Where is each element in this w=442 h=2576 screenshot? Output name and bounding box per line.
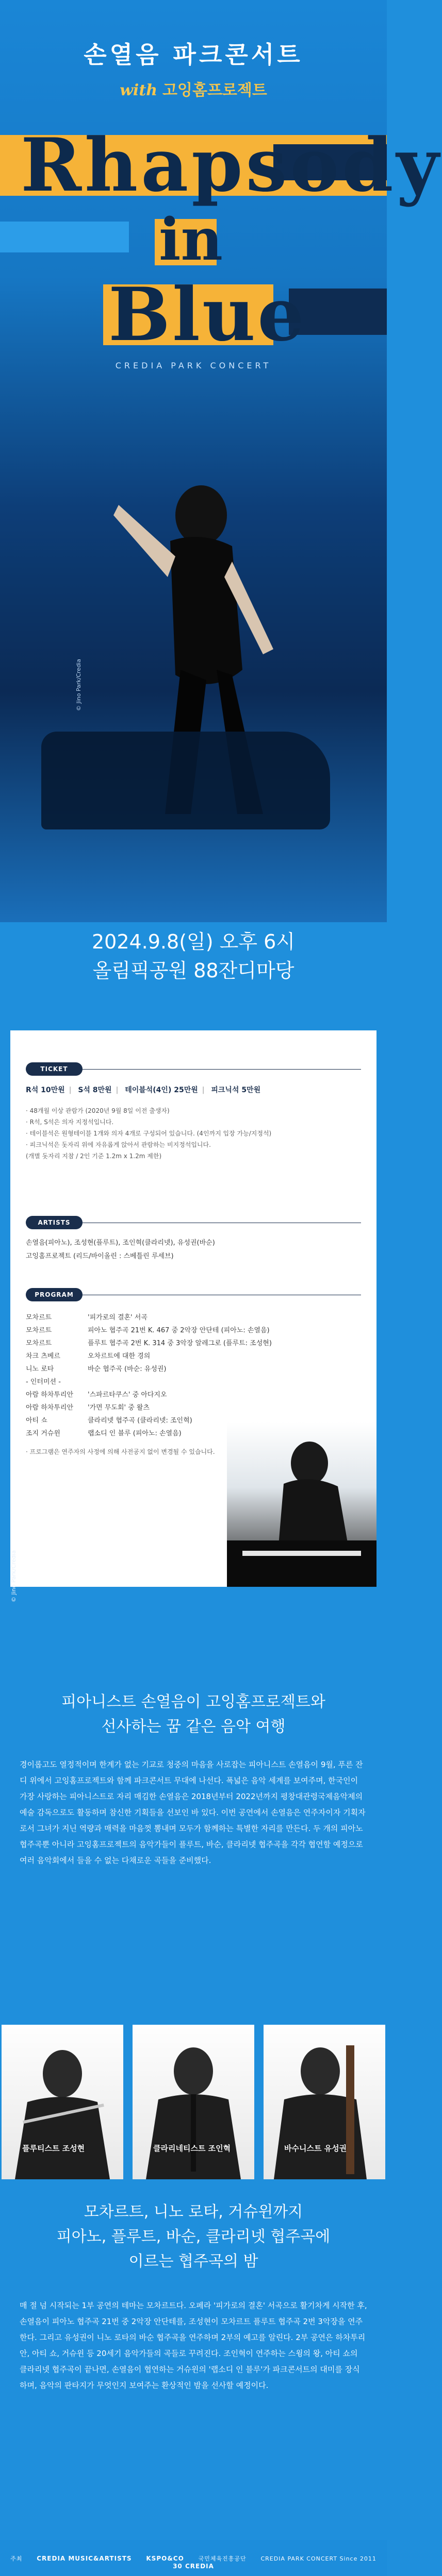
program-row: 아티 쇼 클라리넷 협주곡 (클라리넷: 조인혁) bbox=[26, 1417, 192, 1425]
program-row: 아람 하차투리안 '스파르타쿠스' 중 아다지오 bbox=[26, 1391, 167, 1399]
sponsor-credia: CREDIA MUSIC&ARTISTS bbox=[37, 2555, 132, 2562]
hero-word-rhapsody: Rhapsody bbox=[21, 123, 442, 208]
section1-title: 피아니스트 손열음이 고잉홈프로젝트와 선사하는 꿈 같은 음악 여행 bbox=[61, 1693, 325, 1736]
bassoonist-photo bbox=[264, 2025, 385, 2179]
concert-photo bbox=[227, 1422, 376, 1587]
artist-name-bassoon: 바수니스트 유성권 bbox=[284, 2144, 347, 2153]
hero-word-blue: Blue bbox=[108, 272, 306, 358]
hero-with: with bbox=[120, 81, 157, 99]
program-row: 모차르트 플루트 협주곡 2번 K. 314 중 3악장 알레그로 (플루트: 조성현) bbox=[26, 1340, 272, 1347]
hero-project: 고잉홈프로젝트 bbox=[162, 81, 267, 99]
program-row: 모차르트 '피가로의 결혼' 서곡 bbox=[26, 1314, 148, 1321]
sponsor-logos bbox=[0, 2554, 387, 2570]
hero-title: 손열음 파크콘서트 bbox=[84, 41, 303, 69]
badge-park-concert: CREDIA PARK CONCERT Since 2011 bbox=[260, 2555, 376, 2562]
section2-title: 모차르트, 니노 로타, 거슈윈까지 피아노, 플루트, 바순, 클라리넷 협주곡에 이르는 협주곡의 밤 bbox=[56, 2203, 331, 2270]
ticket-notes: · 48개월 이상 관람가 (2020년 9월 8일 이전 출생자) · R석, S석은 의자 지정석입니다. · 테이블석은 원형테이블 1개와 의자 4개로 구성되어 있습니다. (4인까지 입장 가능/지정석) · 피크닉석은 돗자리 위에 자유롭게 앉아서 관람하는 비지정석입니다. (개별 돗자리 지참 / 2인 기준 1.2m x 1.2m 제한) bbox=[26, 1107, 272, 1160]
program-row: 조지 거슈윈 랩소디 인 블루 (피아노: 손열음) bbox=[26, 1430, 182, 1437]
artist-name-flute: 플루티스트 조성현 bbox=[22, 2144, 85, 2153]
price-r: R석 10만원 bbox=[26, 1086, 65, 1094]
price-picnic: 피크닉석 5만원 bbox=[211, 1086, 261, 1094]
section2-text: 매 절 넘 시작되는 1부 공연의 테마는 모차르트다. 오페라 '피가로의 결혼' 서곡으로 활기차게 시작한 후, 손열음이 피아노 협주곡 21번 중 2악장 안단테를, 조성현이 모차르트 플루트 협주곡 2번 3악장을 연주한다. 그리고 유성권이 니노 로타의 바순 협주곡을 연주하며 2부의 예고를 알린다. 2부 공연은 하차투리안, 아티 쇼, 거슈윈 등 20세기 음악가들의 곡들로 꾸려진다. 조인혁이 연주하는 스윙의 왕, 아티 쇼의 클라리넷 협주곡이 끝나면, 손열음이 협연하는 거슈윈의 '랩소디 인 블루'가 파크콘서트의 대미를 장식하며, 음악의 판타지가 무엇인지 보여주는 환상적인 밤을 선사할 예정이다. bbox=[20, 2301, 367, 2390]
hero-word-in: in bbox=[159, 206, 223, 274]
ticket-label: TICKET bbox=[26, 1062, 83, 1076]
program-row: 차크 츠베르 오차르트에 대한 경의 bbox=[26, 1352, 151, 1360]
badge-30-anniversary: 30 CREDIA bbox=[173, 2563, 214, 2570]
sponsor-kspo-sub: 국민체육진흥공단 bbox=[198, 2555, 247, 2562]
program-row: 아람 하차투리안 '가면 무도회' 중 왈츠 bbox=[26, 1404, 150, 1412]
sponsor-kspo: KSPO&CO bbox=[146, 2555, 184, 2562]
clarinetist-photo bbox=[133, 2025, 254, 2179]
info-box bbox=[10, 1030, 376, 1587]
artists-label: ARTISTS bbox=[26, 1216, 83, 1229]
host-label: 주최 bbox=[10, 2555, 23, 2562]
hero-poster bbox=[0, 0, 442, 922]
artist-card-clarinet bbox=[133, 2025, 254, 2179]
event-venue: 올림픽공원 88잔디마당 bbox=[92, 959, 294, 982]
price-s: S석 8만원 bbox=[78, 1086, 112, 1094]
flutist-photo bbox=[2, 2025, 123, 2179]
program-row: 니노 로타 바순 협주곡 (바순: 유성권) bbox=[26, 1365, 167, 1373]
band-blue-1 bbox=[0, 222, 129, 252]
artist-card-flute bbox=[2, 2025, 123, 2179]
section1-text: 경이롭고도 열정적이며 한계가 없는 기교로 청중의 마음을 사로잡는 피아니스트 손열음이 9월, 푸른 잔디 위에서 고잉홈프로젝트와 함께 파크콘서트 무대에 나선다. 폭넓은 음악 세계를 보여주며, 한국인이 가장 사랑하는 피아니스트로 자리 매김한 손열음은 2018년부터 2022년까지 평창대관령국제음악제의 예술 감독으로도 활동하며 참신한 기획들을 선보인 바 있다. 이번 공연에서 손열음은 연주자이자 기획자로서 그녀가 지닌 역량과 매력을 마음껏 뽐내며 모두가 함께하는 특별한 자리를 만든다. 두 개의 피아노 협주곡뿐 아니라 고잉홈프로젝트의 음악가들이 플루트, 바순, 클라리넷 협주곡을 각각 협연할 예정으로 여러 음악회에서 들을 수 없는 다채로운 곡들을 준비했다. bbox=[20, 1760, 366, 1865]
footer bbox=[0, 2540, 387, 2576]
event-date: 2024.9.8(일) 오후 6시 bbox=[91, 930, 296, 953]
artist-card-bassoon bbox=[264, 2025, 385, 2179]
hero-eyebrow: CREDIA PARK CONCERT bbox=[115, 361, 272, 370]
photo-credit-hero: © Jino Park/Credia bbox=[75, 659, 82, 711]
pianist-at-piano-image bbox=[227, 1422, 376, 1587]
price-table: 테이블석(4인) 25만원 bbox=[125, 1086, 198, 1094]
artist-name-clarinet: 클라리네티스트 조인혁 bbox=[153, 2144, 231, 2153]
photo-credit-concert: © Jino Park/Credia bbox=[10, 1550, 17, 1602]
piano-silhouette bbox=[41, 732, 330, 829]
program-note: · 프로그램은 연주자의 사정에 의해 사전공지 없이 변경될 수 있습니다. bbox=[26, 1448, 215, 1455]
program-row: - 인터미션 - bbox=[26, 1378, 61, 1386]
program-row: 모차르트 피아노 협주곡 21번 K. 467 중 2악장 안단테 (피아노: 손열음) bbox=[26, 1327, 270, 1334]
artists-list: 손열음(피아노), 조성현(플루트), 조인혁(클라리넷), 유성권(바순) 고잉홈프로젝트 (리드/바이올린 : 스베틀린 루세브) bbox=[26, 1239, 215, 1260]
ticket-prices: R석 10만원 | S석 8만원 | 테이블석(4인) 25만원 | 피크닉석 5만원 bbox=[26, 1086, 261, 1094]
event-date-venue bbox=[0, 927, 387, 985]
program-label: PROGRAM bbox=[26, 1288, 83, 1301]
hero-subtitle bbox=[0, 77, 387, 100]
